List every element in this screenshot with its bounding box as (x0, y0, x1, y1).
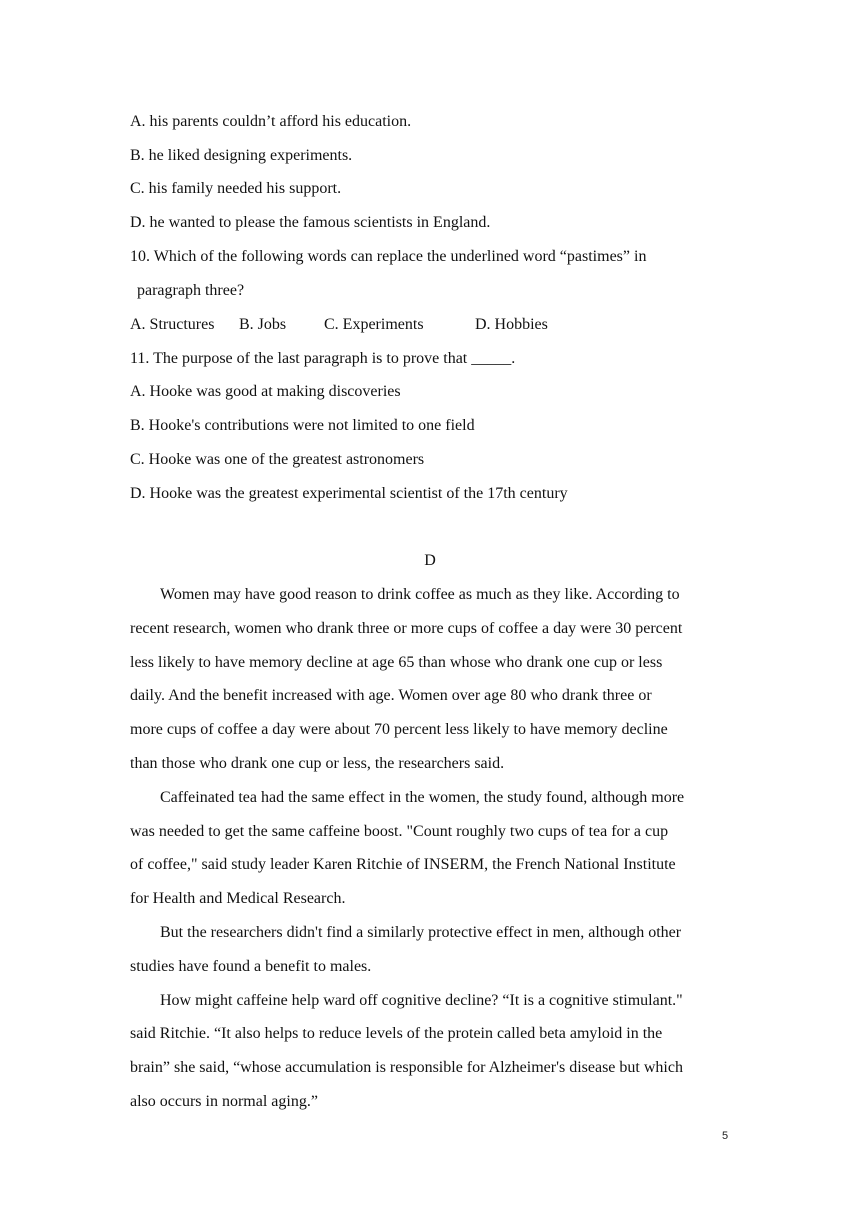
q10-stem-line2: paragraph three? (137, 282, 245, 299)
passage-line: than those who drank one cup or less, the researchers said. (130, 755, 505, 772)
passage-line: studies have found a benefit to males. (130, 958, 372, 975)
q9-option-b: B. he liked designing experiments. (130, 147, 353, 164)
passage-line: also occurs in normal aging.” (130, 1093, 318, 1110)
passage-line: Women may have good reason to drink coffee as much as they like. According to (160, 586, 680, 603)
passage-line: Caffeinated tea had the same effect in the women, the study found, although more (160, 789, 685, 806)
passage-line: recent research, women who drank three or more cups of coffee a day were 30 percent (130, 620, 683, 637)
q9-option-d: D. he wanted to please the famous scientists in England. (130, 214, 491, 231)
passage-line: daily. And the benefit increased with age. Women over age 80 who drank three or (130, 687, 652, 704)
q10-option-b: B. Jobs (239, 316, 287, 333)
page-number: 5 (722, 1130, 729, 1142)
passage-line: less likely to have memory decline at age 65 than whose who drank one cup or less (130, 654, 663, 671)
q9-option-a: A. his parents couldn’t afford his education. (130, 113, 412, 130)
passage-line: brain” she said, “whose accumulation is responsible for Alzheimer's disease but which (130, 1059, 683, 1076)
q11-option-c: C. Hooke was one of the greatest astronomers (130, 451, 425, 468)
passage-line: How might caffeine help ward off cognitive decline? “It is a cognitive stimulant." (160, 992, 683, 1009)
q10-options-row (130, 315, 548, 335)
q10-option-a: A. Structures (130, 316, 215, 333)
q9-option-c: C. his family needed his support. (130, 180, 342, 197)
q10-option-d: D. Hobbies (475, 316, 548, 333)
passage-line: of coffee," said study leader Karen Ritchie of INSERM, the French National Institute (130, 856, 676, 873)
q10-stem-line1: 10. Which of the following words can replace the underlined word “pastimes” in (130, 248, 647, 265)
passage-line: said Ritchie. “It also helps to reduce levels of the protein called beta amyloid in the (130, 1025, 663, 1042)
passage-line: more cups of coffee a day were about 70 percent less likely to have memory decline (130, 721, 668, 738)
q11-option-b: B. Hooke's contributions were not limited to one field (130, 417, 475, 434)
passage-line: But the researchers didn't find a similarly protective effect in men, although other (160, 924, 682, 941)
section-heading: D (424, 552, 436, 569)
q10-option-c: C. Experiments (324, 316, 424, 333)
passage-line: for Health and Medical Research. (130, 890, 346, 907)
q11-option-a: A. Hooke was good at making discoveries (130, 383, 401, 400)
passage-line: was needed to get the same caffeine boost. "Count roughly two cups of tea for a cup (130, 823, 669, 840)
q11-option-d: D. Hooke was the greatest experimental scientist of the 17th century (130, 485, 568, 502)
q11-stem: 11. The purpose of the last paragraph is to prove that _____. (130, 350, 516, 367)
